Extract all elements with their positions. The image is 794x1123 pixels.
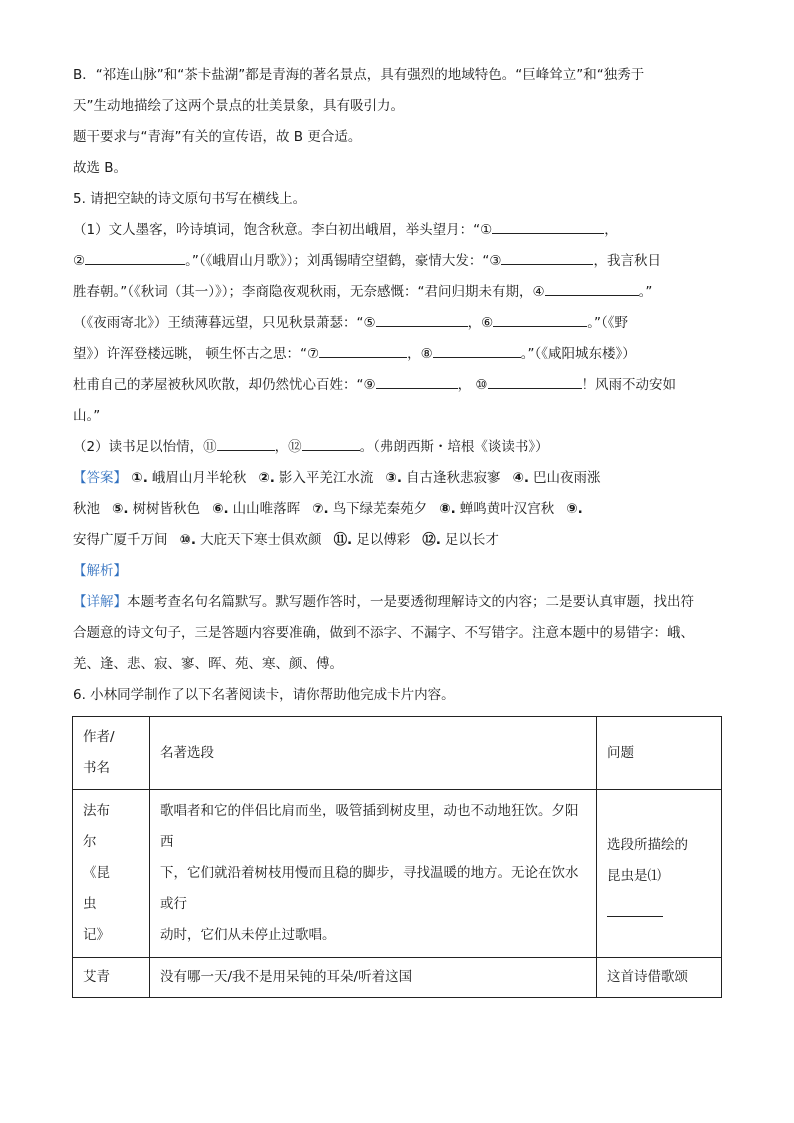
answer-text: 安得广厦千万间 — [73, 532, 168, 548]
cell-line: 歌唱者和它的伴侣比肩而坐，吸管插到树皮里，动也不动地狂饮。夕阳西 — [160, 803, 579, 850]
cell-author: 艾青 — [73, 958, 150, 998]
q5-line-4: （《夜雨寄北》）王绩薄暮远望，只见秋景萧瑟：“⑤ ，⑥ 。”（《野 — [73, 308, 723, 339]
answer-number: ⑩. — [179, 532, 197, 548]
q5-line-3: 胜春朝。”（《秋词（其一）》）；李商隐夜观秋雨，无奈感慨：“君问归期未有期，④ 。” — [73, 277, 723, 308]
paragraph: B．“祁连山脉”和“茶卡盐湖”都是青海的著名景点，具有强烈的地域特色。“巨峰耸立”和“独秀于 — [73, 67, 645, 83]
answer-item — [212, 501, 300, 517]
header-question: 问题 — [597, 717, 722, 790]
answer-blank-2[interactable] — [85, 250, 185, 265]
answer-blank-4[interactable] — [545, 281, 639, 296]
cell-line: 下，它们就沿着树枝用慢而且稳的脚步，寻找温暖的地方。无论在饮水或行 — [160, 865, 579, 912]
answer-item — [385, 470, 500, 486]
answer-item — [566, 501, 587, 517]
answer-text: 蝉鸣黄叶汉宫秋 — [459, 501, 555, 517]
answer-item — [73, 501, 100, 517]
analysis-heading: 【解析】 — [73, 563, 127, 579]
document-body — [73, 60, 723, 711]
answer-text: 山山唯落晖 — [232, 501, 301, 517]
answer-row-1 — [73, 463, 723, 494]
paragraph: 故选 B。 — [73, 160, 128, 176]
answer-item — [312, 501, 427, 517]
cell-line: 《昆 — [83, 865, 110, 881]
table-row — [73, 790, 722, 958]
answer-row-2 — [73, 494, 723, 525]
cell-line: 虫 — [83, 896, 97, 912]
answer-blank-13[interactable] — [607, 902, 663, 917]
answer-items — [73, 501, 599, 517]
q5-line-1: （1）文人墨客，吟诗填词，饱含秋意。李白初出峨眉，举头望月：“① ， — [73, 215, 723, 246]
answer-blank-6[interactable] — [493, 312, 587, 327]
answer-item — [112, 501, 200, 517]
answer-number: ⑪. — [333, 532, 353, 548]
answer-text: 大庇天下寒士俱欢颜 — [200, 532, 322, 548]
paragraph: 合题意的诗文句子，三是答题内容要准确，做到不添字、不漏字、不写错字。注意本题中的易错字：峨、 — [73, 625, 694, 641]
paragraph: 山。” — [73, 408, 101, 424]
question-6-title: 6. 小林同学制作了以下名著阅读卡，请你帮助他完成卡片内容。 — [73, 687, 455, 703]
answer-blank-8[interactable] — [433, 343, 521, 358]
answer-number: ⑦. — [312, 501, 329, 517]
answer-text: 自古逢秋悲寂寥 — [405, 470, 501, 486]
answer-number: ⑧. — [439, 501, 456, 517]
answer-tag: 【答案】 — [73, 470, 127, 486]
answer-number: ②. — [258, 470, 275, 486]
cell-line: 动时，它们从未停止过歌唱。 — [160, 927, 336, 943]
cell-line: 记》 — [83, 927, 110, 943]
q5-line-8: （2）读书足以怡情，⑪ ，⑫ 。（弗朗西斯・培根《谈读书》） — [73, 432, 723, 463]
answer-text: 峨眉山月半轮秋 — [151, 470, 247, 486]
cell-excerpt: 没有哪一天/我不是用呆钝的耳朵/听着这国 — [150, 958, 597, 998]
cell-question: 选段所描绘的 昆虫是⑴ — [597, 790, 722, 958]
table-row — [73, 958, 722, 998]
cell-line: 尔 — [83, 834, 97, 850]
answer-item — [131, 470, 246, 486]
paragraph: 天”生动地描绘了这两个景点的壮美景象，具有吸引力。 — [73, 98, 404, 114]
answer-number: ③. — [385, 470, 402, 486]
cell-question: 这首诗借歌颂 — [597, 958, 722, 998]
answer-blank-7[interactable] — [319, 343, 407, 358]
paragraph: 题干要求与“青海”有关的宣传语，故 B 更合适。 — [73, 129, 362, 145]
answer-number: ⑨. — [566, 501, 583, 517]
answer-text: 秋池 — [73, 501, 100, 517]
answer-text: 巴山夜雨涨 — [533, 470, 601, 486]
answer-blank-9[interactable] — [376, 374, 458, 389]
answer-text: 树树皆秋色 — [132, 501, 201, 517]
answer-blank-10[interactable] — [488, 374, 582, 389]
answer-item — [334, 532, 411, 548]
answer-items — [131, 470, 612, 486]
table-header-row — [73, 717, 722, 790]
answer-text: 鸟下绿芜秦苑夕 — [332, 501, 428, 517]
answer-item — [439, 501, 554, 517]
q5-line-5: 望》）许浑登楼远眺， 顿生怀古之思：“⑦ ，⑧ 。”（《咸阳城东楼》） — [73, 339, 723, 370]
answer-text: 影入平羌江水流 — [278, 470, 374, 486]
answer-number: ⑤. — [112, 501, 129, 517]
paragraph: 羌、逢、悲、寂、寥、晖、苑、寒、颜、傅。 — [73, 656, 343, 672]
answer-number: ⑥. — [212, 501, 229, 517]
answer-text: 足以长才 — [444, 532, 499, 548]
answer-row-3 — [73, 525, 723, 556]
header-excerpt: 名著选段 — [150, 717, 597, 790]
q5-line-6: 杜甫自己的茅屋被秋风吹散，却仍然忧心百姓：“⑨ ， ⑩ ！风雨不动安如 — [73, 370, 723, 401]
cell-excerpt — [150, 790, 597, 958]
q5-line-2: ② 。”（《峨眉山月歌》）；刘禹锡晴空望鹤，豪情大发：“③ ，我言秋日 — [73, 246, 723, 277]
header-author: 作者/ 书名 — [73, 717, 150, 790]
cell-line: 法布 — [83, 803, 110, 819]
cell-author — [73, 790, 150, 958]
answer-text: 足以傅彩 — [356, 532, 411, 548]
reading-card-table — [72, 716, 722, 998]
answer-number: ⑫. — [422, 532, 441, 548]
answer-number: ①. — [131, 470, 148, 486]
answer-item — [512, 470, 600, 486]
answer-blank-5[interactable] — [376, 312, 468, 327]
answer-blank-11[interactable] — [217, 436, 275, 451]
answer-item — [180, 532, 322, 548]
answer-item — [422, 532, 499, 548]
answer-blank-12[interactable] — [302, 436, 360, 451]
answer-item — [73, 532, 168, 548]
answer-item — [258, 470, 373, 486]
question-5-title: 5. 请把空缺的诗文原句书写在横线上。 — [73, 191, 307, 207]
detail-line-1: 【详解】本题考查名句名篇默写。默写题作答时，一是要透彻理解诗文的内容；二是要认真审题，找出符 — [73, 594, 694, 610]
answer-number: ④. — [512, 470, 530, 486]
answer-items — [73, 532, 511, 548]
answer-blank-3[interactable] — [501, 250, 593, 265]
answer-blank-1[interactable] — [492, 219, 604, 234]
